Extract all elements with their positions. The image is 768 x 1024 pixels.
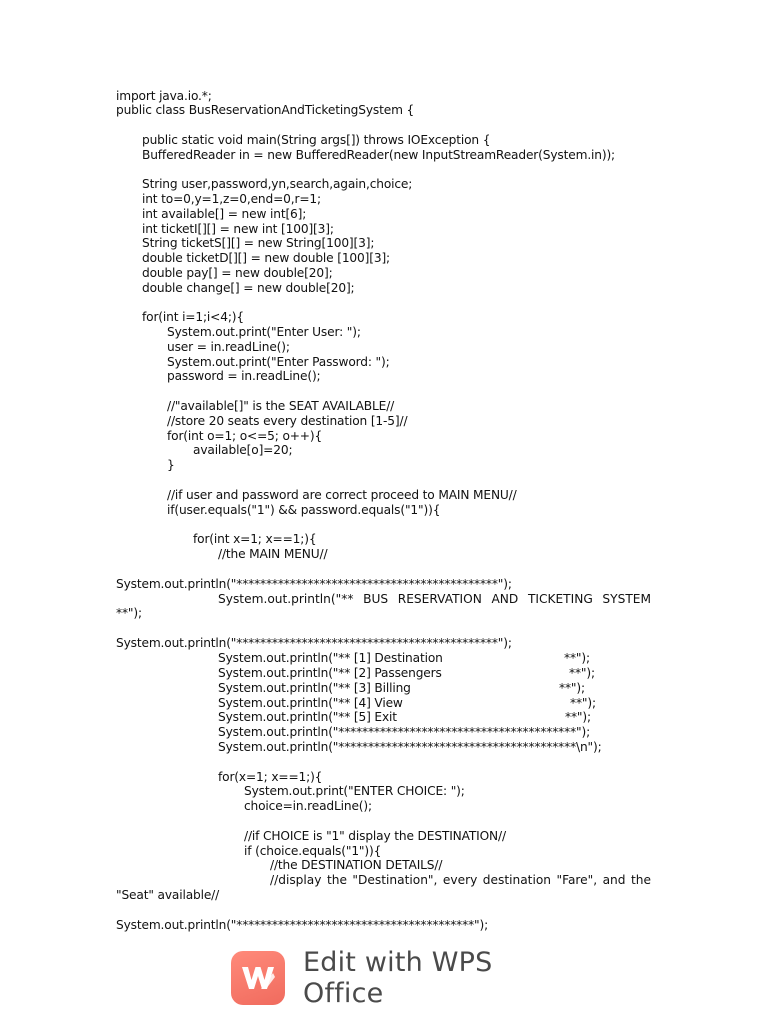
code-line: **"); — [565, 710, 591, 724]
code-word: SYSTEM — [602, 592, 651, 606]
code-line: for(int o=1; o<=5; o++){ — [167, 429, 323, 443]
code-line: //if user and password are correct proceed to MAIN MENU// — [167, 488, 517, 502]
code-line: if(user.equals("1") && password.equals("1")){ — [167, 503, 441, 517]
code-word: RESERVATION — [397, 592, 482, 606]
code-line: //store 20 seats every destination [1-5]// — [167, 414, 408, 428]
code-line: public class BusReservationAndTicketingSystem { — [116, 103, 415, 117]
code-line: **"); — [569, 666, 595, 680]
code-line: choice=in.readLine(); — [244, 799, 372, 813]
code-line: password = in.readLine(); — [167, 369, 321, 383]
wps-logo-icon — [231, 951, 285, 1005]
code-word: TICKETING — [527, 592, 593, 606]
code-line: String user,password,yn,search,again,choice; — [142, 177, 413, 191]
code-line: System.out.println("** [1] Destination — [218, 651, 443, 665]
code-word: the — [326, 873, 347, 887]
code-line: System.out.println("****************************************\n"); — [218, 740, 602, 754]
code-line: System.out.print("ENTER CHOICE: "); — [244, 784, 465, 798]
code-line: //the MAIN MENU// — [218, 547, 328, 561]
code-line: } — [167, 458, 175, 472]
code-line: String ticketS[][] = new String[100][3]; — [142, 236, 375, 250]
code-word: //display — [270, 873, 322, 887]
code-line: System.out.print("Enter User: "); — [167, 325, 361, 339]
code-line: **"); — [559, 681, 585, 695]
code-line: System.out.println("********************************************"); — [116, 577, 512, 591]
code-word: and — [602, 873, 626, 887]
code-line: **"); — [564, 651, 590, 665]
code-line: int ticketI[][] = new int [100][3]; — [142, 222, 334, 236]
code-word: System.out.println("** — [218, 592, 354, 606]
code-line: public static void main(String args[]) throws IOException { — [142, 133, 491, 147]
code-line: available[o]=20; — [193, 443, 293, 457]
code-word: destination — [482, 873, 552, 887]
code-line-justified — [270, 873, 651, 888]
wps-edit-banner[interactable] — [231, 947, 571, 1009]
code-line: System.out.println("** [2] Passengers — [218, 666, 442, 680]
code-line: System.out.println("** [3] Billing — [218, 681, 411, 695]
code-line: BufferedReader in = new BufferedReader(new InputStreamReader(System.in)); — [142, 148, 616, 162]
code-word: "Destination", — [352, 873, 438, 887]
code-line: import java.io.*; — [116, 89, 212, 103]
code-line: //if CHOICE is "1" display the DESTINATION// — [244, 829, 506, 843]
code-line: double change[] = new double[20]; — [142, 281, 355, 295]
code-line: if (choice.equals("1")){ — [244, 844, 382, 858]
code-line: for(int x=1; x==1;){ — [193, 532, 317, 546]
code-line: System.out.println("****************************************"); — [116, 918, 489, 932]
code-line: System.out.print("Enter Password: "); — [167, 355, 390, 369]
code-line: //"available[]" is the SEAT AVAILABLE// — [167, 399, 395, 413]
code-line: double ticketD[][] = new double [100][3]; — [142, 251, 391, 265]
code-line: System.out.println("********************************************"); — [116, 636, 512, 650]
code-line: for(int i=1;i<4;){ — [142, 310, 245, 324]
wps-edit-text[interactable]: Edit with WPS Office — [303, 947, 493, 1009]
code-line: **"); — [570, 696, 596, 710]
code-line-justified — [218, 592, 651, 607]
code-line: int available[] = new int[6]; — [142, 207, 307, 221]
code-line: for(x=1; x==1;){ — [218, 770, 323, 784]
code-line: System.out.println("** [4] View — [218, 696, 403, 710]
code-word: BUS — [363, 592, 389, 606]
code-line: int to=0,y=1,z=0,end=0,r=1; — [142, 192, 321, 206]
code-word: AND — [491, 592, 519, 606]
code-line: System.out.println("****************************************"); — [218, 725, 591, 739]
code-word: the — [630, 873, 651, 887]
code-word: "Fare", — [556, 873, 598, 887]
code-word: every — [442, 873, 478, 887]
code-line: double pay[] = new double[20]; — [142, 266, 333, 280]
code-line: **"); — [116, 606, 142, 620]
code-line: System.out.println("** [5] Exit — [218, 710, 397, 724]
code-line: //the DESTINATION DETAILS// — [270, 858, 443, 872]
code-line: "Seat" available// — [116, 888, 220, 902]
code-line: user = in.readLine(); — [167, 340, 290, 354]
